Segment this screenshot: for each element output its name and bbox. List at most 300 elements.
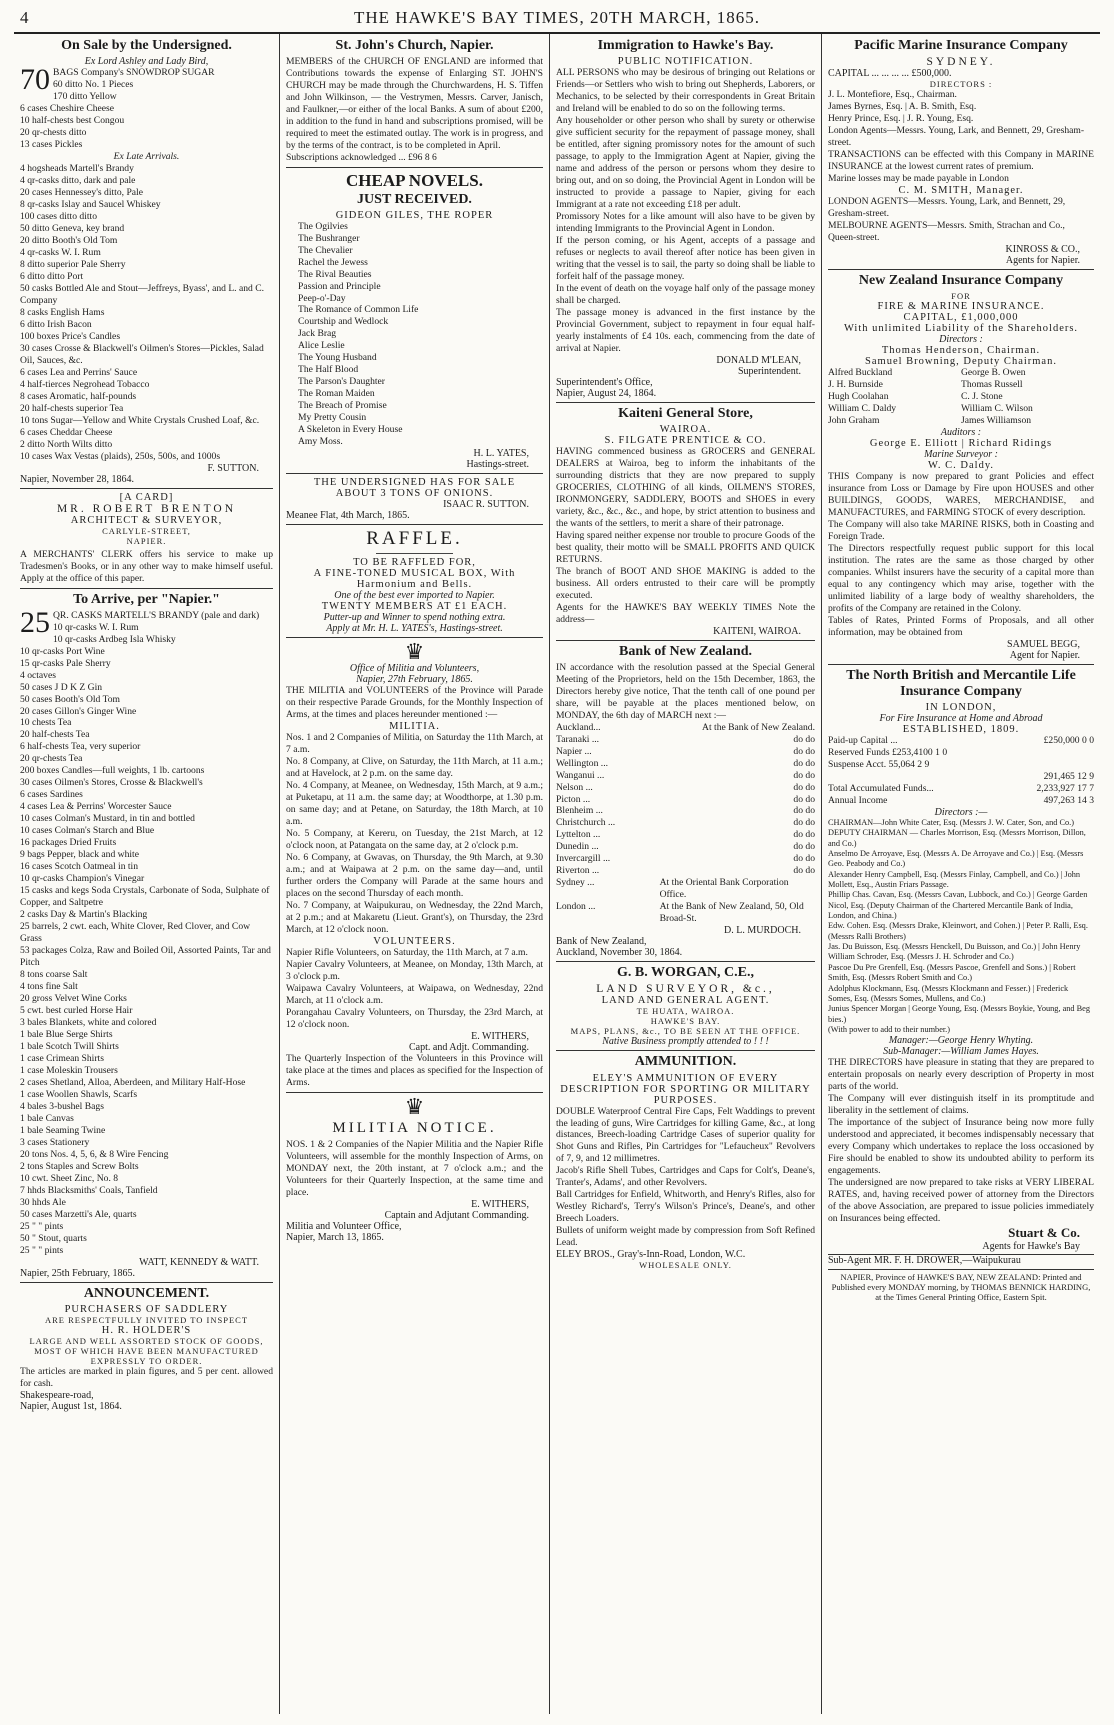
nz-deputy: Samuel Browning, Deputy Chairman. xyxy=(865,356,1057,367)
nz-paragraphs xyxy=(828,471,1094,639)
pacific-heading: Pacific Marine Insurance Company xyxy=(854,38,1068,53)
list-item: CHAIRMAN—John White Cater, Esq. (Messrs J. W. Cater, Son, and Co.) xyxy=(828,817,1075,827)
nb-signer-2: Agents for Hawke's Bay xyxy=(982,1241,1080,1253)
list-item: 10 half-chests best Congou xyxy=(20,115,125,127)
list-item: Tables of Rates, Printed Forms of Proposals, and all other information, may be obtained from xyxy=(828,614,1094,638)
row-location: do do xyxy=(793,769,815,781)
list-item: 8 cases Aromatic, half-pounds xyxy=(20,390,137,402)
list-item: 15 casks and kegs Soda Crystals, Carbonate of Soda, Sulphate of Copper, and Saltpetre xyxy=(20,885,270,909)
immigration-subheading: PUBLIC NOTIFICATION. xyxy=(617,56,754,68)
list-item: DOUBLE Waterproof Central Fire Caps, Felt Waddings to prevent the leading of guns, Wire Cartridges for killing Game, &c., at long distances, Breech-loading Cartridge Cases of superior quality for Shot Guns and Rifles, Pin Cartridges for "Lefaucheux" Revolvers of 7, 9, and 12 millimetres. xyxy=(556,1105,815,1165)
militia-intro: THE MILITIA and VOLUNTEERS of the Province will Parade on their respective Parade Grounds, for the Monthly Inspection of Arms, at the times and places hereunder mentioned :— xyxy=(286,685,543,721)
worgan-line-2: LAND AND GENERAL AGENT. xyxy=(601,995,770,1007)
finance-value: 2,233,927 17 7 xyxy=(1036,782,1094,794)
nz-signer: SAMUEL BEGG, xyxy=(1007,638,1080,650)
list-item: 200 boxes Candles—full weights, 1 lb. cartoons xyxy=(20,765,205,777)
list-item: Jacob's Rifle Shell Tubes, Cartridges and Caps for Colt's, Deane's, Tranter's, Adams', and other Revolvers. xyxy=(556,1165,815,1189)
row-location: do do xyxy=(793,805,815,817)
militia-notice-date: Napier, March 13, 1865. xyxy=(286,1231,384,1243)
list-item: 5 cwt. best curled Horse Hair xyxy=(20,1005,133,1017)
table-row xyxy=(556,817,815,829)
arrive-heading: To Arrive, per "Napier." xyxy=(73,591,220,607)
list-item: 20 half-chests superior Tea xyxy=(20,402,124,414)
announcement-line-5: The articles are marked in plain figures, and 5 per cent. allowed for cash. xyxy=(20,1365,273,1389)
list-item: 20 half-chests Tea xyxy=(20,729,90,741)
list-item: James Byrnes, Esq. | A. B. Smith, Esq. xyxy=(828,101,977,113)
row-place: Napier ... xyxy=(556,745,592,757)
militia-notice-signer: E. WITHERS, xyxy=(471,1198,529,1210)
sale-ship: Ex Lord Ashley and Lady Bird, xyxy=(84,56,209,68)
list-item: The Roman Maiden xyxy=(298,388,375,400)
nb-established: ESTABLISHED, 1809. xyxy=(902,723,1020,735)
table-row xyxy=(556,877,815,901)
sale-advert xyxy=(20,38,273,489)
list-item: No. 7 Company, at Waipukurau, on Wednesday, the 22nd March, at 2 p.m.; and at Makaretu (Lieut. Grant's), on Thursday, the 23rd March, at 12 o'clock noon. xyxy=(286,900,543,935)
table-row xyxy=(556,770,815,782)
row-place: Wanganui ... xyxy=(556,769,605,781)
list-item: The Young Husband xyxy=(298,352,377,364)
list-item: 8 casks English Hams xyxy=(20,306,105,318)
immigration-paragraphs xyxy=(556,67,815,355)
list-item: 9 bags Pepper, black and white xyxy=(20,849,139,861)
finance-row xyxy=(828,735,1094,747)
printer-imprint: NAPIER, Province of HAWKE'S BAY, NEW ZEALAND: Printed and Published every MONDAY morning, by THOMAS BENNICK HARDING, at the Times General Printing Office, Eastern Spit. xyxy=(828,1269,1094,1302)
bank-heading: Bank of New Zealand. xyxy=(618,643,753,659)
row-location: do do xyxy=(793,781,815,793)
worgan-heading: G. B. WORGAN, C.E., xyxy=(616,965,755,981)
list-item: William C. Daldy xyxy=(828,402,897,414)
list-item: J. L. Montefiore, Esq., Chairman. xyxy=(828,89,957,101)
list-item: 10 qr-casks Ardbeg Isla Whisky xyxy=(53,633,176,645)
list-item: 100 cases ditto ditto xyxy=(20,210,98,222)
list-item: 170 ditto Yellow xyxy=(53,91,117,103)
list-item: Alice Leslie xyxy=(298,340,345,352)
list-item: C. J. Stone xyxy=(961,390,1003,402)
list-item: 30 cases Crosse & Blackwell's Oilmen's Stores—Pickles, Salad Oil, Sauces, &c. xyxy=(20,342,264,366)
nz-chairman: Thomas Henderson, Chairman. xyxy=(881,345,1041,356)
card-advert xyxy=(20,492,273,589)
militia-rank: Capt. and Adjt. Commanding. xyxy=(409,1041,529,1053)
list-item: 16 cases Scotch Oatmeal in tin xyxy=(20,861,139,873)
finance-row xyxy=(828,747,1094,759)
sale-item-list-2 xyxy=(20,163,273,463)
list-item: 10 tons Sugar—Yellow and White Crystals Crushed Loaf, &c. xyxy=(20,414,260,426)
list-item: The Ogilvies xyxy=(298,220,348,232)
pacific-manager: C. M. SMITH, Manager. xyxy=(898,184,1024,196)
list-item: Edw. Cohen. Esq. (Messrs Drake, Kleinwort, and Cohen.) | Peter P. Ralli, Esq. (Messrs Ralli Brothers) xyxy=(828,921,1088,941)
volunteers-item-list xyxy=(286,947,543,1031)
raffle-heading: RAFFLE. xyxy=(366,528,463,550)
row-location: do do xyxy=(793,817,815,829)
column-4 xyxy=(822,34,1100,1714)
list-item: Anselmo De Arroyave, Esq. (Messrs A. De Arroyave and Co.) | Esq. (Messrs Geo. Peabody and Co.) xyxy=(828,848,1084,869)
list-item: The Parson's Daughter xyxy=(298,376,385,388)
novels-subheading: JUST RECEIVED. xyxy=(357,191,472,207)
pacific-agents xyxy=(828,196,1094,244)
list-item: 2 casks Day & Martin's Blacking xyxy=(20,909,148,921)
card-address: CARLYLE-STREET, xyxy=(102,525,191,536)
list-item: 1 bale Blue Serge Shirts xyxy=(20,1029,113,1041)
row-place: Lyttelton ... xyxy=(556,829,601,841)
pacific-advert xyxy=(828,38,1094,270)
row-location: At the Bank of New Zealand, 50, Old Broad-St. xyxy=(659,901,804,925)
list-item: Thomas Russell xyxy=(961,378,1023,390)
novels-intro: GIDEON GILES, THE ROPER xyxy=(335,209,494,221)
list-item: 13 cases Pickles xyxy=(20,139,83,150)
nz-signer-2: Agent for Napier. xyxy=(1009,649,1080,661)
nb-sub-agent: Sub-Agent MR. F. H. DROWER,—Waipukurau xyxy=(828,1254,1094,1266)
arrive-date: Napier, 25th February, 1865. xyxy=(20,1267,136,1279)
list-item: Jack Brag xyxy=(298,328,337,340)
militia-quarterly: The Quarterly Inspection of the Volunteers in this Province will take place at the times and places as specified for the Inspection of Arms. xyxy=(286,1052,543,1088)
finance-label: Paid-up Capital ... xyxy=(828,734,898,746)
row-location: do do xyxy=(793,733,815,745)
list-item: 20 qr-chests Tea xyxy=(20,753,83,765)
list-item: 20 cases Hennessey's ditto, Pale xyxy=(20,186,143,198)
militia-notice-advert xyxy=(286,1093,543,1243)
finance-label: Total Accumulated Funds... xyxy=(828,782,934,794)
immigration-office: Superintendent's Office, xyxy=(556,376,653,388)
list-item: 8 tons coarse Salt xyxy=(20,969,88,981)
list-item: 53 packages Colza, Raw and Boiled Oil, Assorted Paints, Tar and Pitch xyxy=(20,945,271,969)
list-item: Junius Spencer Morgan | George Young, Esq. (Messrs Boykie, Young, and Beg bies.) xyxy=(828,1004,1091,1024)
militia-date: Napier, 27th February, 1865. xyxy=(356,674,473,686)
list-item: 1 case Crimean Shirts xyxy=(20,1053,104,1065)
list-item: 1 bale Seaming Twine xyxy=(20,1124,106,1136)
immigration-title: Superintendent. xyxy=(737,365,801,377)
list-item: LONDON AGENTS—Messrs. Young, Lark, and Bennett, 29, Gresham-street. xyxy=(828,195,1066,219)
list-item: 6 cases Lea and Perrins' Sauce xyxy=(20,366,138,378)
table-row xyxy=(556,829,815,841)
list-item: 50 ditto Geneva, key brand xyxy=(20,222,125,234)
row-place: Invercargill ... xyxy=(556,853,611,865)
list-item: 8 ditto superior Pale Sherry xyxy=(20,258,126,270)
militia-notice-rank: Captain and Adjutant Commanding. xyxy=(384,1209,529,1221)
sale-drop-number: 70 xyxy=(20,63,50,97)
arrive-signer: WATT, KENNEDY & WATT. xyxy=(139,1256,259,1268)
nb-for: For Fire Insurance at Home and Abroad xyxy=(879,712,1043,724)
table-row xyxy=(556,853,815,865)
nb-paragraphs xyxy=(828,1057,1094,1225)
militia-office: Office of Militia and Volunteers, xyxy=(349,663,480,675)
list-item: 10 cases Colman's Mustard, in tin and bottled xyxy=(20,813,195,825)
table-row xyxy=(556,865,815,877)
list-item: Napier Rifle Volunteers, on Saturday, the 11th March, at 7 a.m. xyxy=(286,946,528,958)
card-name: MR. ROBERT BRENTON xyxy=(56,502,237,515)
pacific-directors-label: DIRECTORS : xyxy=(929,79,993,90)
raffle-line-1: TO BE RAFFLED FOR, xyxy=(353,557,476,569)
bank-table xyxy=(556,722,815,926)
list-item: No. 8 Company, at Clive, on Saturday, the 11th March, at 11 a.m.; and at Havelock, at 2 p.m. on the same day. xyxy=(286,756,543,780)
arrive-item-list xyxy=(20,605,273,1257)
list-item: The Breach of Promise xyxy=(298,400,387,412)
list-item: The Bushranger xyxy=(298,232,360,244)
list-item: Alfred Buckland xyxy=(828,367,893,378)
pacific-local-agent-2: Agents for Napier. xyxy=(1005,254,1080,266)
royal-crest-icon: ♛ xyxy=(404,1093,425,1119)
row-place: London ... xyxy=(556,901,596,913)
announcement-line-1: PURCHASERS OF SADDLERY xyxy=(64,1303,229,1315)
table-row xyxy=(556,805,815,817)
list-item: 7 hhds Blacksmiths' Coals, Tanfield xyxy=(20,1184,158,1196)
list-item: 3 cases Stationery xyxy=(20,1136,90,1148)
novels-address: Hastings-street. xyxy=(466,459,529,471)
ammunition-paragraphs xyxy=(556,1106,815,1250)
list-item: 20 cases Gillon's Ginger Wine xyxy=(20,705,137,717)
list-item: Rachel the Jewess xyxy=(298,256,368,268)
list-item: Pascoe Du Pre Grenfell, Esq. (Messrs Pascoe, Grenfell and Sons.) | Robert Smith, Esq. (Messrs Robert Smith and Co.) xyxy=(828,962,1076,983)
card-role: ARCHITECT & SURVEYOR, xyxy=(70,514,223,526)
list-item: 4 hogsheads Martell's Brandy xyxy=(20,162,134,174)
list-item: Peep-o'-Day xyxy=(298,292,346,304)
nz-directors-grid xyxy=(828,367,1094,427)
row-location: do do xyxy=(793,757,815,769)
list-item: 10 cases Colman's Starch and Blue xyxy=(20,825,155,837)
row-place: Auckland... xyxy=(556,721,601,733)
kaiteni-paragraphs xyxy=(556,446,815,626)
ammunition-signer: ELEY BROS., Gray's-Inn-Road, London, W.C. xyxy=(556,1249,746,1261)
list-item: 1 bale Canvas xyxy=(20,1112,74,1124)
table-row xyxy=(556,901,815,925)
pacific-capital: CAPITAL ... ... ... ... £500,000. xyxy=(828,68,952,80)
sale-heading: On Sale by the Undersigned. xyxy=(61,38,232,53)
list-item: 10 qr-casks W. I. Rum xyxy=(53,621,139,633)
worgan-line-4: HAWKE'S BAY. xyxy=(650,1016,721,1027)
novels-signer: H. L. YATES, xyxy=(473,448,529,460)
raffle-line-3: One of the best ever imported to Napier. xyxy=(334,590,495,602)
raffle-line-2: A FINE-TONED MUSICAL BOX, With Harmonium and Bells. xyxy=(313,568,516,591)
finance-label: Annual Income xyxy=(828,794,888,806)
nz-liability: With unlimited Liability of the Shareholders. xyxy=(843,323,1079,334)
sale-date: Napier, November 28, 1864. xyxy=(20,473,135,485)
bank-advert xyxy=(556,644,815,963)
list-item: George B. Owen xyxy=(961,367,1026,378)
list-item: 6 ditto ditto Port xyxy=(20,270,84,282)
novels-advert xyxy=(286,171,543,474)
list-item: 6 cases Sardines xyxy=(20,789,83,801)
militia-signer: E. WITHERS, xyxy=(471,1030,529,1042)
row-location: do do xyxy=(793,865,815,877)
table-row xyxy=(556,794,815,806)
list-item: DEPUTY CHAIRMAN — Charles Morrison, Esq. (Messrs Morrison, Dillon, and Co.) xyxy=(828,828,1086,848)
finance-value: 291,465 12 9 xyxy=(1043,770,1094,782)
list-item: QR. CASKS MARTELL'S BRANDY (pale and dark) xyxy=(53,609,260,621)
onions-line-1: THE UNDERSIGNED HAS FOR SALE xyxy=(313,477,516,489)
pacific-body: TRANSACTIONS can be effected with this Company in MARINE INSURANCE at the lowest current rates of premium. xyxy=(828,149,1094,172)
nb-place: IN LONDON, xyxy=(925,701,997,713)
list-item: THIS Company is now prepared to grant Policies and effect insurance from Loss or Damage by Fire upon HOUSES and other BUILDINGS, GOODS, WARES, MERCHANDISE, and MANUFACTURES, and FARMING STOCK of every description. xyxy=(828,470,1094,518)
list-item: Alexander Henry Campbell, Esq. (Messrs Finlay, Campbell, and Co.) | John Mollett, Esq., Austin Friars Passage. xyxy=(828,869,1081,889)
list-item: Henry Prince, Esq. | J. R. Young, Esq. xyxy=(828,113,974,125)
list-item: 20 ditto Booth's Old Tom xyxy=(20,234,118,246)
column-2 xyxy=(280,34,550,1714)
table-row xyxy=(556,782,815,794)
newspaper-title: THE HAWKE'S BAY TIMES, 20TH MARCH, 1865. xyxy=(353,8,761,27)
list-item: Ball Cartridges for Enfield, Whitworth, and Henry's Rifles, also for Westley Richard's, Terry's Wilson's Prince's, Deane's, and other Breech Loaders. xyxy=(556,1189,815,1225)
arrive-advert xyxy=(20,592,273,1283)
list-item: 10 cwt. Sheet Zinc, No. 8 xyxy=(20,1172,119,1184)
arrive-drop-number: 25 xyxy=(20,605,50,639)
list-item: The branch of BOOT AND SHOE MAKING is added to the business. All orders entrusted to their care will be promptly executed. xyxy=(556,565,815,601)
list-item: Agents for the HAWKE'S BAY WEEKLY TIMES Note the address— xyxy=(556,601,815,625)
row-location: do do xyxy=(793,853,815,865)
list-item: 10 qr-casks Champion's Vinegar xyxy=(20,873,145,885)
nz-auditors: George E. Elliott | Richard Ridings xyxy=(869,437,1053,449)
table-row xyxy=(556,758,815,770)
list-item: London Agents—Messrs. Young, Lark, and Bennett, 29, Gresham-street. xyxy=(828,125,1085,149)
bank-date: Auckland, November 30, 1864. xyxy=(556,947,683,959)
announcement-date: Napier, August 1st, 1864. xyxy=(20,1400,122,1412)
list-item: The importance of the subject of Insurance being now more fully understood and appreciated, it becomes indispensably necessary that every Company which undertakes to replace the loss occasioned by Fire should be enabled to show its undoubted ability to perform its engagements. xyxy=(828,1117,1094,1177)
worgan-line-6: Native Business promptly attended to ! ! ! xyxy=(602,1036,769,1048)
announcement-line-3: H. R. HOLDER'S xyxy=(101,1324,192,1336)
list-item: James Williamson xyxy=(961,414,1032,426)
ammunition-heading: AMMUNITION. xyxy=(634,1054,737,1070)
militia-notice-heading: MILITIA NOTICE. xyxy=(332,1119,497,1136)
list-item: In the event of death on the voyage half only of the passage money shall be charged. xyxy=(556,282,815,306)
worgan-line-1: LAND SURVEYOR, &c., xyxy=(596,983,775,996)
list-item: 4 octaves xyxy=(20,669,56,681)
list-item: 25 barrels, 2 cwt. each, White Clover, Red Clover, and Cow Grass xyxy=(20,921,251,945)
list-item: No. 6 Company, at Gwavas, on Thursday, the 9th March, at 9.30 a.m.; and at Waipawa at 2 p.m. on the same day—and, until further orders the Company will Parade at the same hours and places on the second Thursday of each month. xyxy=(286,852,543,900)
church-body: MEMBERS of the CHURCH OF ENGLAND are informed that Contributions towards the expense of Enlarging ST. JOHN'S CHURCH may be made through the Churchwardens, H. S. Tiffen and John Wilkinson, — the Vestrymen, Messrs. Carver, Janisch, and Faulkner,—or either of the local Banks. A sum of about £200, in addition to the fund in hand and subscriptions promised, will be required to meet the estimated outlay. The work is in progress, and by the terms of the contract, is to be completed in April. xyxy=(286,56,543,151)
list-item: Promissory Notes for a like amount will also have to be given by intending Immigrants to the Provincial Agent in London. xyxy=(556,210,815,234)
list-item: The Romance of Common Life xyxy=(298,304,419,316)
kaiteni-advert xyxy=(556,406,815,641)
raffle-line-5: Putter-up and Winner to spend nothing extra. xyxy=(323,612,506,624)
bank-signer: D. L. MURDOCH. xyxy=(724,925,801,937)
row-place: Riverton ... xyxy=(556,865,600,877)
list-item: Any householder or other person who shall by surety or otherwise give sufficient security for the repayment of passage money, shall be entitled, after signing promissory notes for the amount of such passage, to apply to the Immigration Agent at Napier, giving the name and address of the person or persons whom they desire to bring out, and on so doing, the Provincial Agent in London will be instructed to provide a passage to Napier, giving for each Immigrant at a rate not exceeding £18 per adult. xyxy=(556,115,815,210)
militia-notice-office: Militia and Volunteer Office, xyxy=(286,1220,402,1232)
immigration-heading: Immigration to Hawke's Bay. xyxy=(597,38,774,53)
list-item: Bullets of uniform weight made by compression from Soft Refined Lead. xyxy=(556,1225,815,1249)
list-item: 6 half-chests Tea, very superior xyxy=(20,741,141,753)
column-1 xyxy=(14,34,280,1714)
kaiteni-place: WAIROA. xyxy=(659,423,712,435)
list-item: 100 boxes Price's Candles xyxy=(20,330,121,342)
list-item: No. 5 Company, at Kereru, on Tuesday, the 21st March, at 12 o'clock noon, at Patangata on the same day, at 2 o'clock p.m. xyxy=(286,828,543,852)
novels-title-list xyxy=(286,221,543,449)
list-item: THE DIRECTORS have pleasure in stating that they are prepared to entertain proposals on nearly every description of Property in most parts of the world. xyxy=(828,1057,1094,1093)
militia-subheading: MILITIA. xyxy=(389,721,440,733)
nz-surveyor-label: Marine Surveyor : xyxy=(924,448,998,460)
nz-capital: CAPITAL, £1,000,000 xyxy=(903,312,1019,323)
row-place: Dunedin ... xyxy=(556,841,599,853)
list-item: 6 cases Cheshire Cheese xyxy=(20,103,115,115)
pacific-place: SYDNEY. xyxy=(926,56,996,69)
list-item: 16 packages Dried Fruits xyxy=(20,837,117,849)
immigration-signer: DONALD M'LEAN, xyxy=(716,354,801,366)
immigration-date: Napier, August 24, 1864. xyxy=(556,387,657,399)
militia-item-list xyxy=(286,732,543,936)
list-item: 15 qr-casks Pale Sherry xyxy=(20,657,111,669)
list-item: Adolphus Klockmann, Esq. (Messrs Klockmann and Fesser.) | Frederick Somes, Esq. (Messrs Somes, Mullens, and Co.) xyxy=(828,983,1069,1003)
list-item: Napier Cavalry Volunteers, at Meanee, on Monday, 13th March, at 3 o'clock p.m. xyxy=(286,958,543,982)
onions-line-2: ABOUT 3 TONS OF ONIONS. xyxy=(335,488,494,500)
clerk-notice: A MERCHANTS' CLERK offers his service to make up Tradesmen's Books, or in any other way to make himself useful. Apply at the office of this paper. xyxy=(20,548,273,584)
list-item: 6 cases Cheddar Cheese xyxy=(20,426,113,438)
ammunition-note: WHOLESALE ONLY. xyxy=(639,1260,732,1271)
nz-for: FOR xyxy=(951,291,971,301)
list-item: (With power to add to their number.) xyxy=(828,1024,951,1034)
list-item: 2 cases Shetland, Alloa, Aberdeen, and Military Half-Hose xyxy=(20,1077,246,1089)
list-item: 4 cases Lea & Perrins' Worcester Sauce xyxy=(20,801,172,813)
list-item: ALL PERSONS who may be desirous of bringing out Relations or Friends—or Settlers who wish to bring out Shepherds, Laborers, or Mechanics, to be selected by their correspondents in Great Britain and Ireland will be enabled to do so on the following terms. xyxy=(556,67,815,115)
list-item: 30 cases Oilmen's Stores, Crosse & Blackwell's xyxy=(20,777,203,789)
list-item: 1 case Moleskin Trousers xyxy=(20,1065,118,1077)
card-town: NAPIER. xyxy=(126,535,167,546)
list-item: The Rival Beauties xyxy=(298,268,372,280)
ammunition-advert xyxy=(556,1054,815,1270)
list-item: Courtship and Wedlock xyxy=(298,316,389,328)
list-item: 6 ditto Irish Bacon xyxy=(20,318,92,330)
list-item: The Half Blood xyxy=(298,364,359,376)
pacific-directors xyxy=(828,89,1094,149)
list-item: The Directors respectfully request public support for this local institution. The rates are the same as those charged by other companies. Whilst insurers have the security of a capital more than equal to any contingency which may arise, together with the unlimited liability of a large body of wealthy shareholders, the profits of the Company are retained in the Colony. xyxy=(828,542,1094,614)
nb-sub-manager: Sub-Manager:—William James Hayes. xyxy=(883,1046,1039,1058)
list-item: Passion and Principle xyxy=(298,280,381,292)
list-item: Jas. Du Buisson, Esq. (Messrs Henckell, Du Buisson, and Co.) | John Henry William Schroder, Esq. (Messrs J. H. Schroder and Co.) xyxy=(828,942,1081,962)
kaiteni-heading: Kaiteni General Store, xyxy=(618,405,753,421)
list-item: The passage money is advanced in the first instance by the Provincial Government, subject to repayment in four equal half-yearly instalments of £4 10s. each, commencing from the date of arrival at Napier. xyxy=(556,306,815,354)
nb-manager: Manager:—George Henry Whyting. xyxy=(888,1035,1034,1047)
pacific-body-2: Marine losses may be made payable in London xyxy=(828,172,1009,184)
sale-signer: F. SUTTON. xyxy=(207,462,259,474)
nb-directors-label: Directors :— xyxy=(934,806,988,818)
list-item: Waipawa Cavalry Volunteers, at Waipawa, on Wednesday, 22nd March, at 11 o'clock a.m. xyxy=(286,982,543,1006)
list-item: 20 tons Nos. 4, 5, 6, & 8 Wire Fencing xyxy=(20,1148,169,1160)
list-item: 10 chests Tea xyxy=(20,717,72,729)
row-place: Christchurch ... xyxy=(556,817,616,829)
row-location: do do xyxy=(793,829,815,841)
list-item: HAVING commenced business as GROCERS and GENERAL DEALERS at Wairoa, beg to inform the inhabitants of the surrounding districts that they are now prepared to supply GROCERIES, CLOTHING of all kinds, OILMEN'S STORES, IRONMONGERY, SADDLERY, BOOTS and SHOES in every variety, &c., &c., &c., and hope, by strict attention to business and the wants of the settlers, to merit a share of their patronage. xyxy=(556,445,815,529)
raffle-line-6: Apply at Mr. H. L. YATES's, Hastings-street. xyxy=(326,623,503,635)
announcement-heading: ANNOUNCEMENT. xyxy=(83,1285,210,1301)
list-item: If the person coming, or his Agent, accepts of a passage and refuses or neglects to avail thereof after notice has been given in writing that the vessel is to sail, the party so doing shall be liable to forfeit half of the passage money. xyxy=(556,234,815,282)
list-item: William C. Wilson xyxy=(961,402,1033,414)
list-item: John Graham xyxy=(828,414,880,426)
nz-insurance-advert xyxy=(828,273,1094,665)
row-place: Picton ... xyxy=(556,793,591,805)
nz-surveyor: W. C. Daldy. xyxy=(927,459,995,471)
list-item: 50 cases J D K Z Gin xyxy=(20,681,103,693)
immigration-advert xyxy=(556,38,815,403)
nb-heading: The North British and Mercantile Life Insurance Company xyxy=(846,667,1076,699)
militia-advert xyxy=(286,641,543,1093)
nz-auditors-label: Auditors : xyxy=(940,426,982,438)
nb-signer: Stuart & Co. xyxy=(1008,1225,1080,1241)
nz-type: FIRE & MARINE INSURANCE. xyxy=(877,301,1045,312)
list-item: Having spared neither expense nor trouble to procure Goods of the best quality, their motto will be SMALL PROFITS AND QUICK RETURNS. xyxy=(556,529,815,565)
church-heading: St. John's Church, Napier. xyxy=(335,38,494,53)
finance-row xyxy=(828,771,1094,783)
row-place: Wellington ... xyxy=(556,757,608,769)
list-item: Amy Moss. xyxy=(298,436,343,448)
table-row xyxy=(556,746,815,758)
columns xyxy=(14,34,1100,1714)
sale-late-label: Ex Late Arrivals. xyxy=(113,150,180,162)
table-row xyxy=(556,841,815,853)
row-place: Taranaki ... xyxy=(556,733,600,745)
list-item: My Pretty Cousin xyxy=(298,412,367,424)
list-item: 30 hhds Ale xyxy=(20,1196,66,1208)
list-item: 8 qr-casks Islay and Saucel Whiskey xyxy=(20,198,161,210)
bank-office: Bank of New Zealand, xyxy=(556,936,647,948)
finance-row xyxy=(828,795,1094,807)
row-location: do do xyxy=(793,745,815,757)
row-place: Sydney ... xyxy=(556,877,595,889)
